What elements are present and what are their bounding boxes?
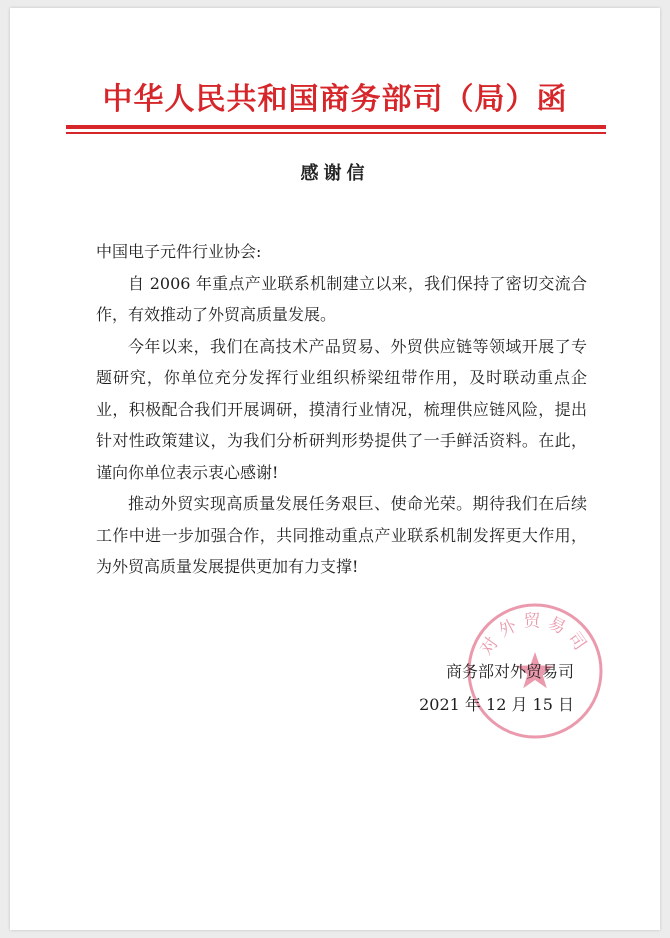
letter-title: 感谢信: [300, 163, 370, 184]
letterhead-title: 中华人民共和国商务部司（局）函: [102, 82, 568, 117]
paragraph-2: 今年以来，我们在高技术产品贸易、外贸供应链等领域开展了专题研究，你单位充分发挥行业组织桥梁纽带作用，及时联动重点企业，积极配合我们开展调研，摸清行业情况，梳理供应链风险，提出针对性政策建议，为我们分析研判形势提供了一手鲜活资料。在此，谨向你单位表示衷心感谢!: [96, 336, 587, 482]
signature-date: 2021 年 12 月 15 日: [419, 695, 574, 714]
letter-page: [10, 8, 660, 930]
letterhead-rule-thin: [66, 132, 606, 134]
paragraph-1: 自 2006 年重点产业联系机制建立以来，我们保持了密切交流合作，有效推动了外贸高质量发展。: [96, 273, 587, 324]
seal-text: 对外贸易司: [476, 611, 594, 660]
letter-body: [96, 236, 587, 583]
letterhead-rule-thick: [66, 125, 606, 129]
salutation: 中国电子元件行业协会:: [96, 242, 262, 261]
paragraph-3: 推动外贸实现高质量发展任务艰巨、使命光荣。期待我们在后续工作中进一步加强合作，共同推动重点产业联系机制发挥更大作用，为外贸高质量发展提供更加有力支撑!: [96, 494, 587, 576]
signature-organization: 商务部对外贸易司: [445, 662, 574, 681]
